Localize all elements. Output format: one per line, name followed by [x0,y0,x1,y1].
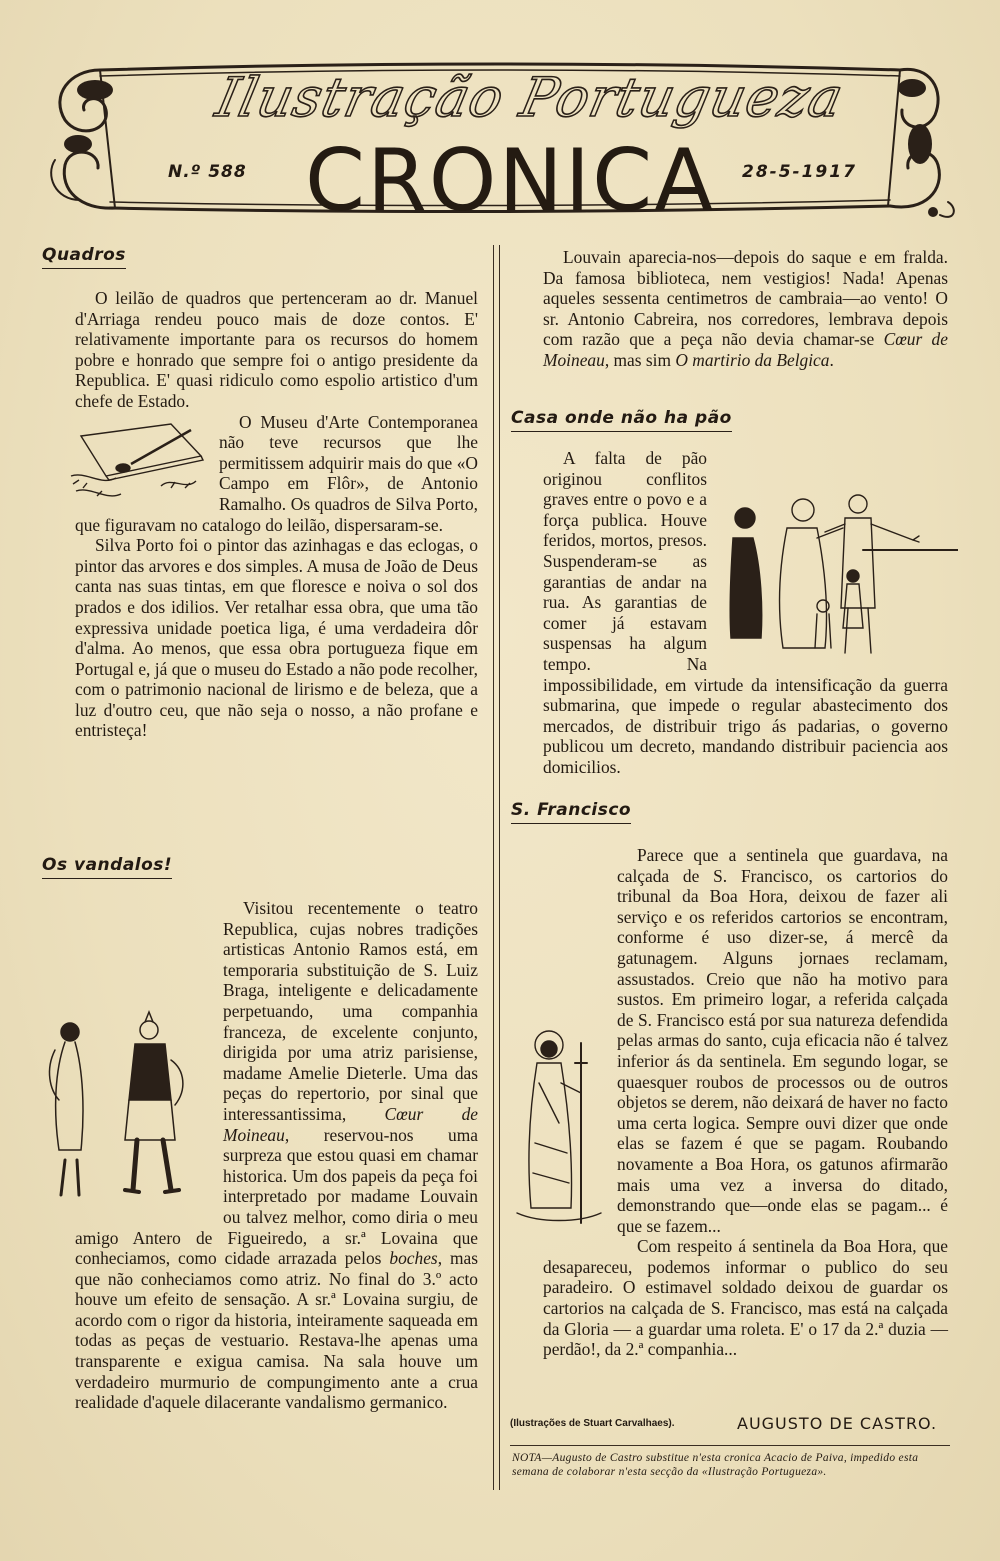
section-title-quadros: Quadros [42,245,126,269]
section-title-pao: Casa onde não ha pão [511,408,732,432]
paragraph: Com respeito á sentinela da Boa Hora, que desapareceu, podemos informar o publico do seu paradeiro. O estimavel soldado deixou de guardar os cartorios na calçada de S. Francisco, mas está na calçada da Gloria — a guardar uma roleta. E' o 17 da 2.ª duzia — perdão!, da 2.ª companhia... [543,1236,948,1360]
masthead [40,40,960,240]
paragraph: O Museu d'Arte Contemporanea não teve recursos que lhe permitissem adquirir mais do que «O Campo em Flôr», de Antonio Ramalho. Os quadros de Silva Porto, que figuravam no catalogo do leilão, dispersaram-se. [75,412,478,536]
editorial-note: NOTA—Augusto de Castro substitue n'esta cronica Acacio de Paiva, impedido esta semana de colaborar n'esta secção da «Ilustração Portugueza». [512,1452,919,1478]
section-title-vandalos: Os vandalos! [42,855,172,879]
section-title-francisco: S. Francisco [511,800,631,824]
issue-date: 28-5-1917 [742,162,857,182]
paragraph: Parece que a sentinela que guardava, na calçada de S. Francisco, os cartorios do tribunal da Boa Hora, deixou de fazer ali serviço e os referidos cartorios se encontram, conforme é uso dizer-se, á mercê da gatunagem. Alguns jornaes reclamam, assustados. Creio que não ha motivo para sustos. Em primeiro logar, a referida calçada de S. Francisco está por sua natureza defendida pelas armas do santo, cuja eficacia não é talvez inferior ás da sentinela. Em segundo logar, se quaesquer roubos de processos ou de outros objetos se derem, não deixará de haver no facto uma certa logica. Sempre ouvi dizer que onde elas se fazem é que se pagam. Roubando novamente a Boa Hora, os gatunos afirmarão mais uma vez a inversa do ditado, demonstrando que—onde elas se pagam... é que se fazem... [543,845,948,1236]
note-divider [510,1445,950,1446]
actress-and-soldier-illustration [25,1010,215,1210]
illustration-credits: (Ilustrações de Stuart Carvalhaes). [510,1418,675,1429]
paragraph: Silva Porto foi o pintor das azinhagas e das eclogas, o pintor das arvores e dos simples. A musa de João de Deus canta nas suas tintas, em que floresce e noiva o sol dos prados e dos idilios. Ver retalhar essa obra, que uma tão expressiva unidade poetica liga, é uma verdadeira dôr d'alma. Ao menos, que essa obra portugueza fique em Portugal e, já que o museu do Estado a não pode recolher, com o patrimonio nacional de lirismo e de beleza, que a luz d'outro ceu, que não seja o nosso, a não profane e entristeça! [75,535,478,741]
palette-illustration [61,416,211,506]
bread-queue-illustration [713,488,958,663]
paragraph: Visitou recentemente o teatro Republica, cujas nobres tradições artisticas Antonio Ramos está, em temporaria substituição de S. Luiz Braga, inteligente e delicadamente perpetuando, uma companhia franceza, de excelente conjunto, dirigida por uma atriz parisiense, madame Amelie Dieterle. Uma das peças do repertorio, por sinal que interessantissima, Cœur de Moineau, reservou-nos uma surpreza que estou quasi em chamar historica. Um dos papeis da peça foi interpretado por madame Louvain ou talvez melhor, como diria o meu amigo Antero de Figueiredo, a sr.ª Lovaina que conheciamos, como cidade arrazada pelos boches, mas que não conheciamos como atriz. No final do 3.º acto houve um efeito de sensação. A sr.ª Lovaina surgiu, de acordo com o rigor da historia, inteiramente saqueada em todas as peças de vestuario. Restava-lhe apenas uma transparente e exigua camisa. Na sala houve um verdadeiro murmurio de compungimento ante a crua realidade d'aquele dilacerante vandalismo germanico. [75,898,478,1413]
section-pao-body [543,448,948,778]
section-vandalos-continued [543,247,948,371]
author-signature: AUGUSTO DE CASTRO. [737,1414,938,1433]
section-francisco-body [543,845,948,1360]
masthead-title: CRONICA [304,131,716,231]
section-quadros-body [75,288,478,741]
issue-number: N.º 588 [168,162,247,182]
section-vandalos-body [75,898,478,1413]
paragraph: Louvain aparecia-nos—depois do saque e em fralda. Da famosa biblioteca, nem vestigios! Nada! Apenas aqueles sessenta centimetros de cambraia—ao vento! O sr. Antonio Cabreira, nos corredores, lembrava depois com razão que a peça não devia chamar-se Cœur de Moineau, mas sim O martirio da Belgica. [543,247,948,370]
masthead-script-title: Ilustração Portugueza [210,66,850,129]
column-divider [493,245,500,1490]
saint-francis-illustration [509,1023,609,1233]
paragraph: O leilão de quadros que pertenceram ao dr. Manuel d'Arriaga rendeu pouco mais de doze contos. E' relativamente importante para os recursos do homem pobre e honrado que sempre foi o antigo presidente da Republica. E' quasi ridiculo como espolio artistico d'um chefe de Estado. [75,288,478,411]
paragraph: A falta de pão originou conflitos graves entre o povo e a força publica. Houve feridos, mortos, presos. Suspenderam-se as garantias de andar na rua. As garantias de comer já estavam suspensas ha algum tempo. Na impossibilidade, em virtude da intensificação da guerra submarina, que impede o regular abastecimento dos mercados, de distribuir trigo ás padarias, o governo publicou um decreto, mandando distribuir paciencia aos domicilios. [543,448,948,778]
